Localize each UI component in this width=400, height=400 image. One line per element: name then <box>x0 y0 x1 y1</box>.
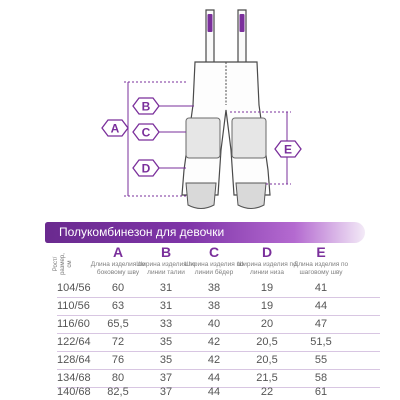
table-title: Полукомбинезон для девочки <box>59 225 225 239</box>
cell-b: 37 <box>159 372 173 384</box>
knee-patches <box>186 118 266 158</box>
cell-d: 19 <box>260 282 274 294</box>
svg-text:E: E <box>283 142 293 157</box>
cell-a: 76 <box>111 354 125 366</box>
label-e <box>275 141 301 157</box>
label-c <box>133 124 159 140</box>
cell-c: 42 <box>207 336 221 348</box>
cell-d: 20,5 <box>256 336 278 348</box>
cell-e: 44 <box>314 300 328 312</box>
cell-a: 65,5 <box>107 318 129 330</box>
cell-e: 61 <box>314 386 328 398</box>
size-cell: 134/68 <box>57 372 91 384</box>
cell-c: 40 <box>207 318 221 330</box>
label-d <box>133 160 159 176</box>
table-row <box>0 316 400 334</box>
size-cell: 116/60 <box>57 318 90 330</box>
col-c-letter: C <box>208 244 220 260</box>
cell-b: 35 <box>159 336 173 348</box>
cell-a: 82,5 <box>107 386 129 398</box>
cell-d: 21,5 <box>256 372 278 384</box>
table-row <box>0 298 400 316</box>
cell-b: 37 <box>159 386 173 398</box>
label-a <box>102 120 128 136</box>
cell-b: 31 <box>159 282 173 294</box>
col-e-desc: Длина изделия по шаговому шву <box>293 261 349 276</box>
cell-e: 58 <box>314 372 328 384</box>
cell-c: 42 <box>207 354 221 366</box>
cell-e: 55 <box>314 354 328 366</box>
svg-text:D: D <box>141 161 151 176</box>
cell-a: 60 <box>111 282 125 294</box>
size-cell: 110/56 <box>57 300 90 312</box>
cell-c: 38 <box>207 282 221 294</box>
col-b-letter: B <box>160 244 172 260</box>
cell-b: 31 <box>159 300 173 312</box>
table-row <box>0 384 400 400</box>
table-row <box>0 280 400 298</box>
size-cell: 140/68 <box>57 386 91 398</box>
col-a-desc: Длина изделия по боковому шву <box>90 261 146 276</box>
cell-c: 44 <box>207 386 221 398</box>
cell-b: 33 <box>159 318 173 330</box>
svg-text:B: B <box>141 99 151 114</box>
cell-d: 20,5 <box>256 354 278 366</box>
cell-e: 41 <box>314 282 328 294</box>
cell-b: 35 <box>159 354 173 366</box>
col-d-letter: D <box>261 244 273 260</box>
cell-c: 38 <box>207 300 221 312</box>
size-cell: 122/64 <box>57 336 91 348</box>
col-c-desc: Ширина изделия по линии бёдер <box>184 261 244 276</box>
table-title-banner <box>45 222 365 243</box>
table-row <box>0 334 400 352</box>
cell-a: 72 <box>111 336 125 348</box>
col-e-letter: E <box>316 244 326 260</box>
size-cell: 104/56 <box>57 282 91 294</box>
svg-text:C: C <box>141 125 151 140</box>
cell-d: 19 <box>260 300 274 312</box>
row-header: Рост/ размер, см <box>53 253 73 275</box>
col-b-desc: Ширина изделия по линии талии <box>136 261 196 276</box>
svg-text:A: A <box>110 121 120 136</box>
col-d-desc: Ширина изделия по линии низа <box>237 261 297 276</box>
cell-e: 51,5 <box>310 336 332 348</box>
cuffs <box>186 183 266 209</box>
label-b <box>133 98 159 114</box>
cell-d: 22 <box>260 386 274 398</box>
table-row <box>0 352 400 370</box>
cell-e: 47 <box>314 318 328 330</box>
col-a-letter: A <box>112 244 124 260</box>
cell-c: 44 <box>207 372 221 384</box>
cell-a: 63 <box>111 300 125 312</box>
size-cell: 128/64 <box>57 354 91 366</box>
cell-d: 20 <box>260 318 274 330</box>
cell-a: 80 <box>111 372 125 384</box>
